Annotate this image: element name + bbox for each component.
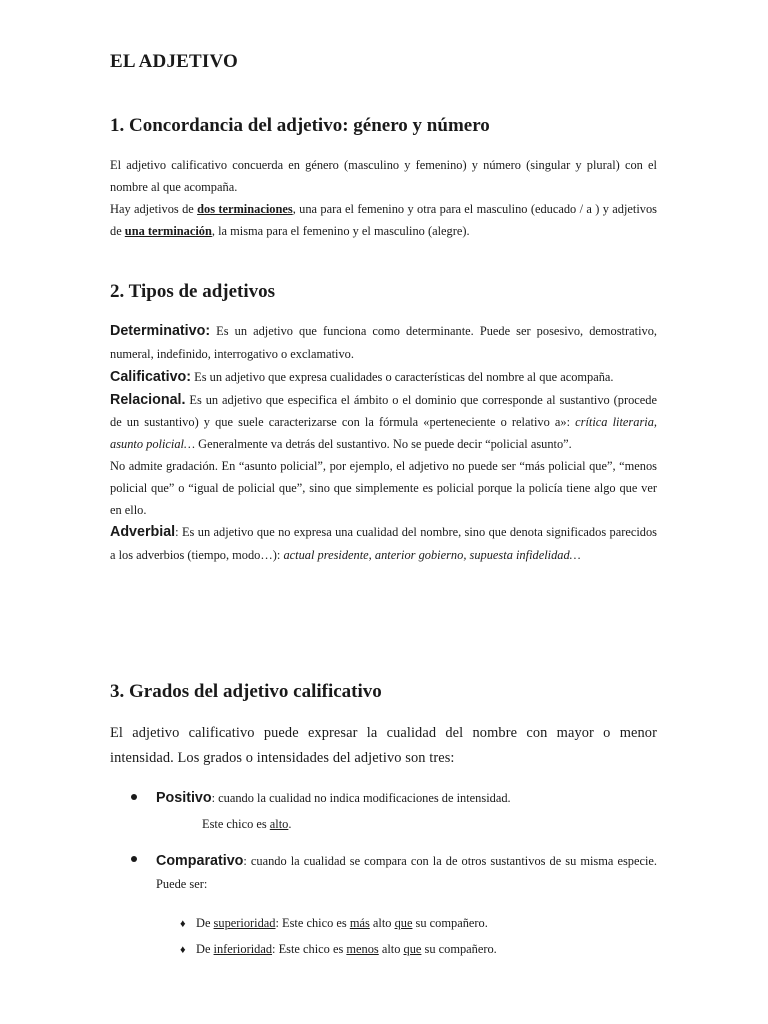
section-2-body bbox=[110, 320, 657, 567]
text-span: Es un adjetivo que funciona como determinante. Puede ser posesivo, demostrativo, numeral, indefinido, interrogativo o exclamativo. bbox=[110, 324, 657, 361]
text-span: alto bbox=[369, 916, 395, 930]
text-span: su compañero. bbox=[412, 916, 488, 930]
section-1-body bbox=[110, 154, 657, 242]
paragraph: No admite gradación. En “asunto policial”, por ejemplo, el adjetivo no puede ser “más policial que”, “menos policial que” o “igual de policial que”, sino que simplemente es policial porque la policía tiene algo que ver en ello. bbox=[110, 459, 657, 517]
term-adverbial: Adverbial bbox=[110, 524, 176, 540]
example-line bbox=[202, 815, 291, 833]
term-determinativo: Determinativo: bbox=[110, 323, 211, 339]
term-positivo: Positivo bbox=[156, 790, 212, 806]
paragraph-adverbial bbox=[110, 521, 657, 567]
text-span: : cuando la cualidad no indica modificaciones de intensidad. bbox=[211, 791, 511, 805]
underlined-term: una terminación bbox=[124, 224, 212, 238]
text-span: De bbox=[196, 916, 214, 930]
term-comparativo: Comparativo bbox=[156, 853, 244, 869]
paragraph-relacional bbox=[110, 389, 657, 455]
sublist-item-inferioridad bbox=[180, 940, 497, 959]
paragraph-calificativo bbox=[110, 366, 657, 389]
list-item-comparativo bbox=[133, 850, 657, 896]
list-item-text bbox=[156, 850, 657, 896]
underlined-word: inferioridad bbox=[213, 942, 273, 956]
text-span: : Es un adjetivo que no expresa una cualidad del nombre, sino que denota significados parecidos a los adverbios (tiempo, modo…): bbox=[110, 525, 657, 562]
text-span: alto bbox=[378, 942, 404, 956]
paragraph-determinativo bbox=[110, 320, 657, 366]
underlined-term: dos terminaciones bbox=[197, 202, 293, 216]
diamond-bullet-icon: ♦ bbox=[180, 944, 186, 956]
section-2-heading: 2. Tipos de adjetivos bbox=[110, 281, 276, 302]
term-calificativo: Calificativo: bbox=[110, 369, 192, 385]
list-item-positivo bbox=[133, 788, 657, 808]
text-span: Es un adjetivo que expresa cualidades o características del nombre al que acompaña. bbox=[191, 370, 614, 384]
underlined-word: superioridad bbox=[213, 916, 276, 930]
section-1-heading: 1. Concordancia del adjetivo: género y número bbox=[110, 115, 490, 136]
document-title: EL ADJETIVO bbox=[110, 51, 239, 72]
section-3-heading: 3. Grados del adjetivo calificativo bbox=[110, 681, 382, 702]
text-span: Es un adjetivo que especifica el ámbito o el dominio que corresponde al sustantivo (procede de un sustantivo) y que suele caracterizarse con la fórmula «perteneciente o relativo a»: bbox=[110, 393, 657, 429]
text-span: : cuando la cualidad se compara con la de otros sustantivos de su misma especie. Puede ser: bbox=[156, 854, 657, 891]
underlined-word: menos bbox=[346, 942, 379, 956]
text-span: De bbox=[196, 942, 214, 956]
text-span: : Este chico es bbox=[275, 916, 350, 930]
text-span: Hay adjetivos de bbox=[110, 202, 198, 216]
text-span: : Este chico es bbox=[272, 942, 347, 956]
paragraph bbox=[110, 198, 657, 242]
example-text: crítica literaria, asunto policial… bbox=[110, 415, 657, 451]
section-3-intro bbox=[110, 721, 657, 771]
text-span: Generalmente va detrás del sustantivo. No se puede decir “policial asunto”. bbox=[195, 437, 572, 451]
underlined-word: más bbox=[349, 916, 370, 930]
text-span: . bbox=[288, 817, 292, 831]
example-text: actual presidente, anterior gobierno, supuesta infidelidad… bbox=[283, 548, 581, 562]
list-item-text bbox=[156, 788, 657, 808]
sublist-item-superioridad bbox=[180, 914, 488, 933]
underlined-word: que bbox=[403, 942, 422, 956]
text-span: su compañero. bbox=[421, 942, 497, 956]
diamond-bullet-icon: ♦ bbox=[180, 918, 186, 930]
paragraph: El adjetivo calificativo concuerda en género (masculino y femenino) y número (singular y plural) con el nombre al que acompaña. bbox=[110, 158, 657, 194]
underlined-word: que bbox=[394, 916, 413, 930]
text-span: , la misma para el femenino y el masculino (alegre). bbox=[211, 224, 470, 238]
bullet-icon bbox=[131, 856, 137, 862]
paragraph: El adjetivo calificativo puede expresar la cualidad del nombre con mayor o menor intensidad. Los grados o intensidades del adjetivo son tres: bbox=[110, 725, 657, 766]
underlined-word: alto bbox=[269, 817, 289, 831]
bullet-icon bbox=[131, 794, 137, 800]
text-span: Este chico es bbox=[202, 817, 270, 831]
term-relacional: Relacional. bbox=[110, 392, 186, 408]
text-span: , una para el femenino y otra para el masculino (educado / a ) y adjetivos de bbox=[110, 202, 657, 238]
